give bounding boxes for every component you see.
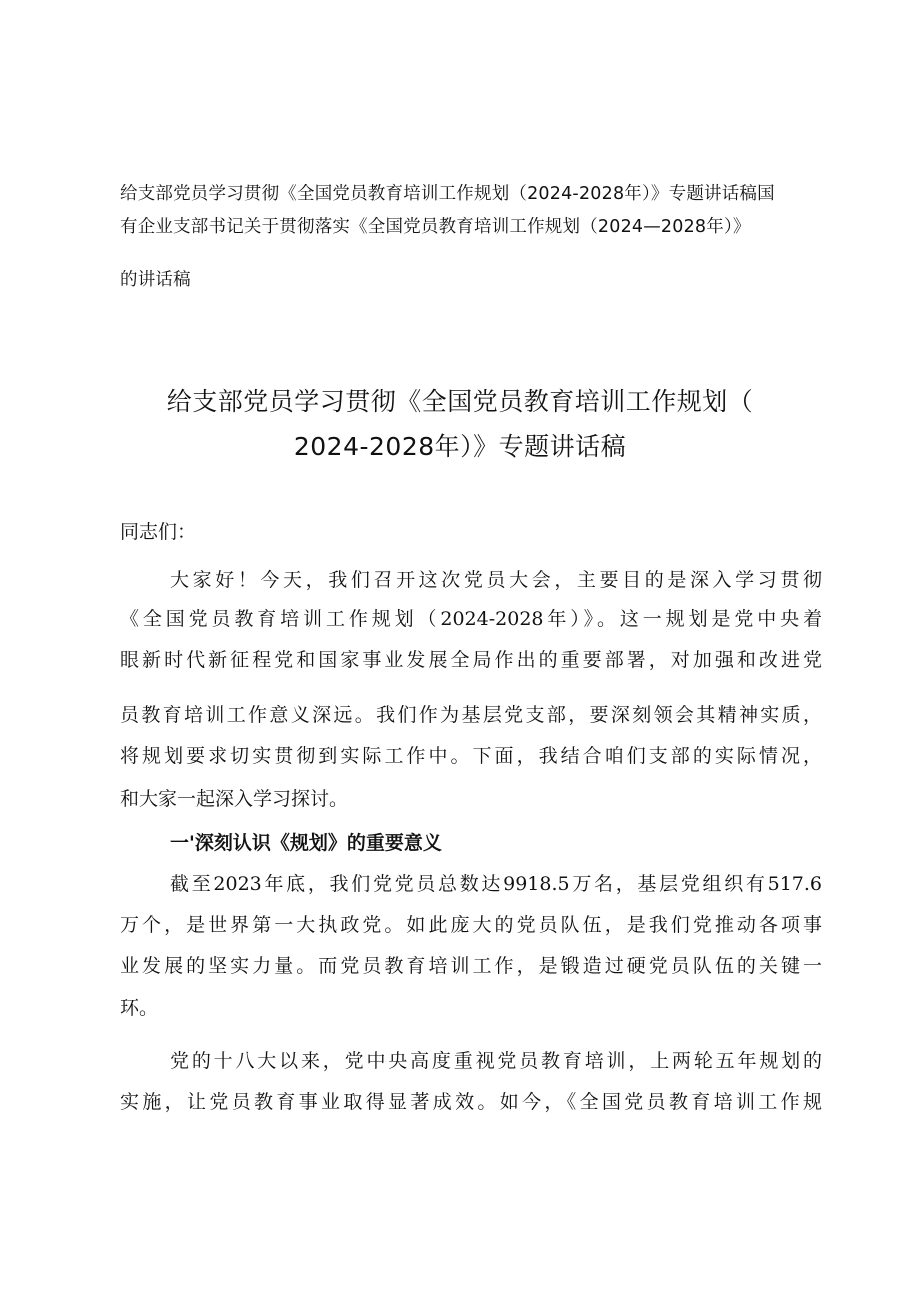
paragraph-3-line: 党的十八大以来，党中央高度重视党员教育培训，上两轮五年规划的 xyxy=(170,1050,822,1072)
document-header-line-3: 的讲话稿 xyxy=(120,270,191,290)
paragraph-3-line: 实施，让党员教育事业取得显著成效。如今，《全国党员教育培训工作规 xyxy=(120,1091,822,1113)
paragraph-1-line: 大家好！今天，我们召开这次党员大会，主要目的是深入学习贯彻 xyxy=(170,569,822,591)
paragraph-2-line: 万个，是世界第一大执政党。如此庞大的党员队伍，是我们党推动各项事 xyxy=(120,914,822,936)
paragraph-1-line: 将规划要求切实贯彻到实际工作中。下面，我结合咱们支部的实际情况， xyxy=(120,745,822,767)
paragraph-1-line: 《全国党员教育培训工作规划（2024-2028年）》。这一规划是党中央着 xyxy=(120,608,822,630)
paragraph-1-line: 和大家一起深入学习探讨。 xyxy=(120,788,349,810)
main-title-line-1: 给支部党员学习贯彻《全国党员教育培训工作规划（ xyxy=(166,387,754,416)
paragraph-1-line: 眼新时代新征程党和国家事业发展全局作出的重要部署，对加强和改进党 xyxy=(120,649,822,671)
main-title-line-2: 2024-2028年）》专题讲话稿 xyxy=(293,432,627,461)
paragraph-1-line: 员教育培训工作意义深远。我们作为基层党支部，要深刻领会其精神实质， xyxy=(120,704,822,726)
paragraph-2-line: 业发展的坚实力量。而党员教育培训工作，是锻造过硬党员队伍的关键一 xyxy=(120,955,822,977)
section-heading-1: 一'深刻认识《规划》的重要意义 xyxy=(170,832,442,854)
document-header-line-2: 有企业支部书记关于贯彻落实《全国党员教育培训工作规划（2024—2028年）》 xyxy=(120,217,751,237)
document-header-line-1: 给支部党员学习贯彻《全国党员教育培训工作规划（2024-2028年）》专题讲话稿国 xyxy=(120,184,775,204)
paragraph-2-line: 截至2023年底，我们党党员总数达9918.5万名，基层党组织有517.6 xyxy=(170,873,822,895)
salutation: 同志们： xyxy=(120,521,197,543)
paragraph-2-line: 环。 xyxy=(120,997,159,1019)
